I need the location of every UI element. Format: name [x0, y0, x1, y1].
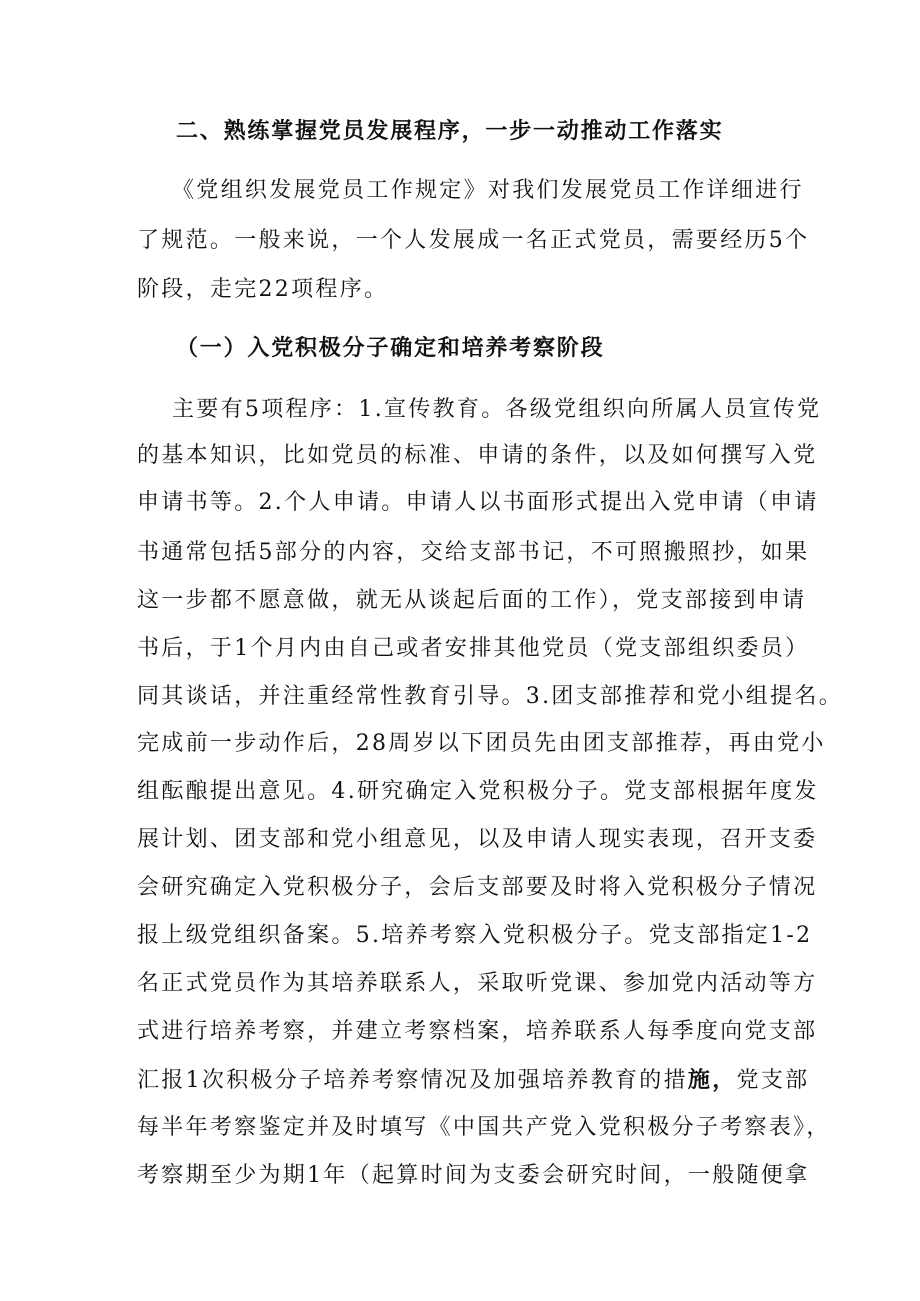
body-line: 会研究确定入党积极分子，会后支部要及时将入党积极分子情况	[137, 875, 818, 900]
body-line: 每半年考察鉴定并及时填写《中国共产党入党积极分子考察表》，	[137, 1115, 831, 1140]
body-line: 同其谈话，并注重经常性教育引导。3.团支部推荐和党小组提名。	[137, 684, 843, 709]
body-line: 组酝酿提出意见。4.研究确定入党积极分子。党支部根据年度发	[137, 779, 819, 804]
body-text-bold: 施，	[687, 1067, 737, 1093]
body-line	[137, 1065, 817, 1095]
body-line: 展计划、团支部和党小组意见，以及申请人现实表现，召开支委	[137, 827, 818, 852]
intro-line: 《党组织发展党员工作规定》对我们发展党员工作详细进行	[172, 178, 804, 203]
body-line: 名正式党员作为其培养联系人，采取听党课、参加党内活动等方	[137, 971, 818, 996]
body-line: 主要有5项程序：1.宣传教育。各级党组织向所属人员宣传党	[172, 397, 822, 422]
body-line: 完成前一步动作后，28周岁以下团员先由团支部推荐，再由党小	[137, 731, 826, 756]
intro-line: 了规范。一般来说，一个人发展成一名正式党员，需要经历5个	[137, 228, 810, 253]
body-line: 书通常包括5部分的内容，交给支部书记，不可照搬照抄，如果	[137, 540, 810, 565]
section-heading: 二、熟练掌握党员发展程序，一步一动推动工作落实	[176, 119, 724, 144]
body-line: 的基本知识，比如党员的标准、申请的条件，以及如何撰写入党	[137, 443, 818, 468]
body-line: 考察期至少为期1年（起算时间为支委会研究时间，一般随便拿	[137, 1163, 810, 1188]
body-line: 报上级党组织备案。5.培养考察入党积极分子。党支部指定1-2	[137, 923, 813, 948]
body-line: 这一步都不愿意做，就无从谈起后面的工作），党支部接到申请	[137, 588, 807, 613]
body-line: 书后，于1个月内由自己或者安排其他党员（党支部组织委员）	[137, 636, 810, 661]
subsection-heading: （一）入党积极分子确定和培养考察阶段	[176, 336, 605, 361]
body-text: 党支部	[736, 1068, 810, 1093]
body-line: 式进行培养考察，并建立考察档案，培养联系人每季度向党支部	[137, 1019, 818, 1044]
body-text: 汇报1次积极分子培养考察情况及加强培养教育的措	[137, 1068, 688, 1093]
body-line: 申请书等。2.个人申请。申请人以书面形式提出入党申请（申请	[137, 490, 819, 515]
intro-line: 阶段，走完22项程序。	[137, 277, 389, 302]
